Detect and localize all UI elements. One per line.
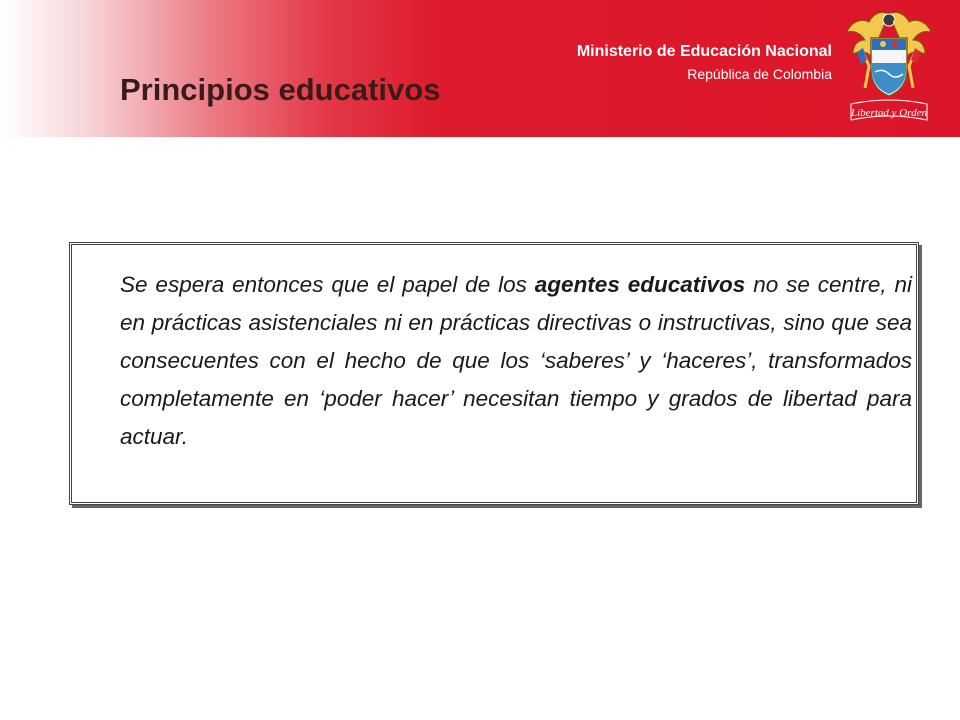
page-title: Principios educativos	[120, 72, 441, 107]
quote-box	[69, 242, 919, 505]
ministry-subtitle: República de Colombia	[687, 66, 832, 82]
coat-of-arms-icon	[843, 8, 935, 130]
header-banner	[0, 0, 960, 137]
ministry-name: Ministerio de Educación Nacional	[576, 43, 832, 60]
motto-text: Libertad y Orden	[851, 107, 927, 119]
body-text-start: Se espera entonces que el papel de los	[120, 272, 535, 297]
body-text-end: no se centre, ni en prácticas asistenciales ni en prácticas directivas o instructivas, sino que sea consecuentes con el hecho de que los ‘saberes’ y ‘haceres’, transformados completamente en ‘poder hacer’ necesitan tiempo y grados de libertad para actuar.	[120, 272, 912, 449]
body-text-bold: agentes educativos	[534, 272, 746, 297]
body-paragraph	[120, 266, 912, 456]
ministry-block	[577, 42, 832, 86]
